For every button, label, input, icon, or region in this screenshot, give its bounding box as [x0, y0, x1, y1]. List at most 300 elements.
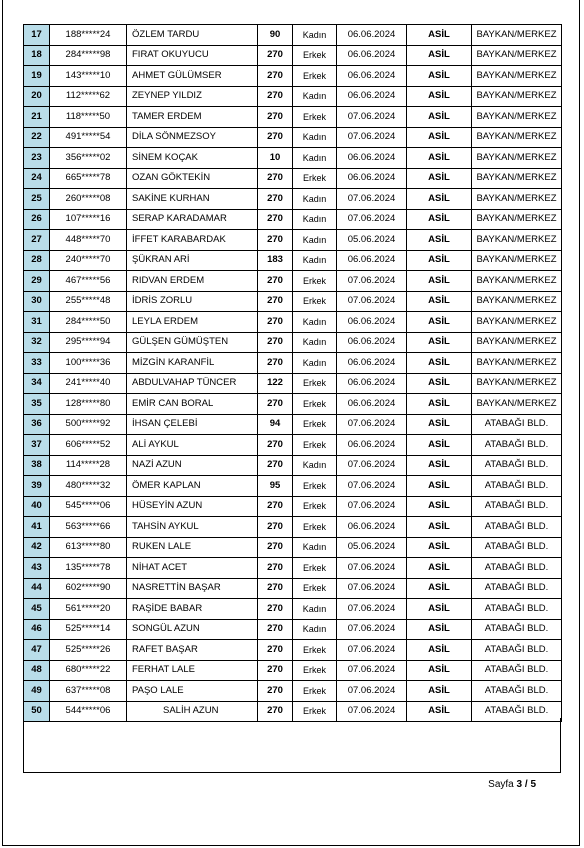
cell-id-number: 112*****62: [50, 86, 127, 107]
cell-row-number: 31: [24, 312, 50, 333]
cell-row-number: 46: [24, 619, 50, 640]
cell-location: BAYKAN/MERKEZ: [472, 353, 562, 374]
cell-id-number: 665*****78: [50, 168, 127, 189]
cell-id-number: 491*****54: [50, 127, 127, 148]
cell-location: ATABAĞI BLD.: [472, 517, 562, 538]
cell-date: 07.06.2024: [337, 660, 407, 681]
cell-id-number: 118*****50: [50, 107, 127, 128]
cell-id-number: 284*****98: [50, 45, 127, 66]
cell-row-number: 43: [24, 558, 50, 579]
cell-score: 270: [258, 230, 293, 251]
cell-location: BAYKAN/MERKEZ: [472, 168, 562, 189]
cell-full-name: İFFET KARABARDAK: [127, 230, 258, 251]
cell-score: 270: [258, 86, 293, 107]
cell-full-name: RUKEN LALE: [127, 537, 258, 558]
cell-status: ASİL: [407, 701, 472, 722]
cell-score: 270: [258, 168, 293, 189]
cell-date: 07.06.2024: [337, 291, 407, 312]
cell-row-number: 21: [24, 107, 50, 128]
cell-gender: Kadın: [293, 537, 337, 558]
cell-score: 270: [258, 353, 293, 374]
cell-row-number: 40: [24, 496, 50, 517]
cell-status: ASİL: [407, 312, 472, 333]
cell-full-name: ÖZLEM TARDU: [127, 25, 258, 46]
cell-status: ASİL: [407, 209, 472, 230]
cell-date: 06.06.2024: [337, 312, 407, 333]
cell-full-name: DİLA SÖNMEZSOY: [127, 127, 258, 148]
cell-row-number: 27: [24, 230, 50, 251]
cell-location: BAYKAN/MERKEZ: [472, 250, 562, 271]
cell-date: 06.06.2024: [337, 250, 407, 271]
table-row: [24, 312, 562, 333]
cell-location: ATABAĞI BLD.: [472, 435, 562, 456]
cell-gender: Erkek: [293, 45, 337, 66]
cell-id-number: 613*****80: [50, 537, 127, 558]
cell-row-number: 29: [24, 271, 50, 292]
cell-row-number: 24: [24, 168, 50, 189]
cell-full-name: GÜLŞEN GÜMÜŞTEN: [127, 332, 258, 353]
cell-gender: Kadın: [293, 127, 337, 148]
cell-full-name: FIRAT OKUYUCU: [127, 45, 258, 66]
cell-date: 06.06.2024: [337, 45, 407, 66]
cell-date: 06.06.2024: [337, 86, 407, 107]
table-row: [24, 394, 562, 415]
cell-full-name: RAŞİDE BABAR: [127, 599, 258, 620]
cell-gender: Erkek: [293, 476, 337, 497]
cell-status: ASİL: [407, 271, 472, 292]
table-row: [24, 496, 562, 517]
cell-row-number: 36: [24, 414, 50, 435]
cell-full-name: SALİH AZUN: [127, 701, 258, 722]
cell-row-number: 30: [24, 291, 50, 312]
cell-status: ASİL: [407, 599, 472, 620]
cell-location: ATABAĞI BLD.: [472, 455, 562, 476]
table-row: [24, 578, 562, 599]
cell-gender: Erkek: [293, 496, 337, 517]
cell-score: 270: [258, 291, 293, 312]
cell-gender: Erkek: [293, 291, 337, 312]
cell-location: BAYKAN/MERKEZ: [472, 189, 562, 210]
cell-gender: Erkek: [293, 558, 337, 579]
cell-date: 05.06.2024: [337, 230, 407, 251]
cell-date: 07.06.2024: [337, 558, 407, 579]
cell-location: ATABAĞI BLD.: [472, 476, 562, 497]
cell-location: BAYKAN/MERKEZ: [472, 86, 562, 107]
cell-location: ATABAĞI BLD.: [472, 701, 562, 722]
cell-date: 06.06.2024: [337, 517, 407, 538]
cell-date: 07.06.2024: [337, 476, 407, 497]
page-total: 5: [530, 779, 536, 790]
cell-date: 07.06.2024: [337, 189, 407, 210]
cell-id-number: 284*****50: [50, 312, 127, 333]
cell-score: 270: [258, 701, 293, 722]
cell-location: BAYKAN/MERKEZ: [472, 332, 562, 353]
cell-gender: Kadın: [293, 148, 337, 169]
table-row: [24, 271, 562, 292]
cell-id-number: 188*****24: [50, 25, 127, 46]
cell-score: 270: [258, 578, 293, 599]
cell-location: BAYKAN/MERKEZ: [472, 394, 562, 415]
cell-gender: Erkek: [293, 640, 337, 661]
page-number: [488, 779, 536, 790]
cell-id-number: 467*****56: [50, 271, 127, 292]
cell-full-name: ABDULVAHAP TÜNCER: [127, 373, 258, 394]
table-row: [24, 619, 562, 640]
table-row: [24, 435, 562, 456]
cell-score: 270: [258, 619, 293, 640]
table-row: [24, 189, 562, 210]
cell-date: 07.06.2024: [337, 455, 407, 476]
cell-status: ASİL: [407, 496, 472, 517]
cell-id-number: 295*****94: [50, 332, 127, 353]
cell-status: ASİL: [407, 66, 472, 87]
cell-gender: Erkek: [293, 660, 337, 681]
cell-score: 270: [258, 517, 293, 538]
cell-date: 07.06.2024: [337, 496, 407, 517]
cell-date: 07.06.2024: [337, 578, 407, 599]
table-row: [24, 107, 562, 128]
cell-status: ASİL: [407, 476, 472, 497]
cell-row-number: 25: [24, 189, 50, 210]
cell-status: ASİL: [407, 353, 472, 374]
cell-status: ASİL: [407, 537, 472, 558]
table-row: [24, 681, 562, 702]
table-row: [24, 599, 562, 620]
cell-id-number: 606*****52: [50, 435, 127, 456]
cell-full-name: RIDVAN ERDEM: [127, 271, 258, 292]
cell-score: 94: [258, 414, 293, 435]
cell-row-number: 47: [24, 640, 50, 661]
cell-status: ASİL: [407, 619, 472, 640]
table-empty-area: [23, 718, 561, 773]
cell-status: ASİL: [407, 45, 472, 66]
cell-gender: Erkek: [293, 168, 337, 189]
cell-full-name: SERAP KARADAMAR: [127, 209, 258, 230]
table-row: [24, 45, 562, 66]
cell-full-name: SONGÜL AZUN: [127, 619, 258, 640]
cell-score: 270: [258, 127, 293, 148]
cell-row-number: 37: [24, 435, 50, 456]
table-row: [24, 86, 562, 107]
cell-id-number: 143*****10: [50, 66, 127, 87]
cell-location: ATABAĞI BLD.: [472, 660, 562, 681]
cell-id-number: 241*****40: [50, 373, 127, 394]
cell-id-number: 448*****70: [50, 230, 127, 251]
cell-row-number: 17: [24, 25, 50, 46]
cell-full-name: SAKİNE KURHAN: [127, 189, 258, 210]
cell-gender: Kadın: [293, 250, 337, 271]
cell-full-name: İHSAN ÇELEBİ: [127, 414, 258, 435]
cell-row-number: 48: [24, 660, 50, 681]
cell-status: ASİL: [407, 414, 472, 435]
cell-gender: Erkek: [293, 578, 337, 599]
results-table: [23, 24, 562, 722]
cell-gender: Kadın: [293, 455, 337, 476]
table-row: [24, 209, 562, 230]
cell-location: ATABAĞI BLD.: [472, 414, 562, 435]
table-row: [24, 455, 562, 476]
cell-id-number: 680*****22: [50, 660, 127, 681]
cell-row-number: 19: [24, 66, 50, 87]
cell-gender: Kadın: [293, 209, 337, 230]
cell-gender: Kadın: [293, 189, 337, 210]
cell-status: ASİL: [407, 455, 472, 476]
cell-location: BAYKAN/MERKEZ: [472, 45, 562, 66]
cell-score: 270: [258, 558, 293, 579]
cell-id-number: 602*****90: [50, 578, 127, 599]
cell-score: 270: [258, 394, 293, 415]
cell-location: ATABAĞI BLD.: [472, 599, 562, 620]
cell-date: 06.06.2024: [337, 373, 407, 394]
cell-gender: Kadın: [293, 312, 337, 333]
cell-status: ASİL: [407, 107, 472, 128]
cell-row-number: 44: [24, 578, 50, 599]
cell-full-name: ŞÜKRAN ARİ: [127, 250, 258, 271]
cell-status: ASİL: [407, 86, 472, 107]
cell-gender: Erkek: [293, 517, 337, 538]
table-row: [24, 476, 562, 497]
cell-location: ATABAĞI BLD.: [472, 496, 562, 517]
cell-id-number: 135*****78: [50, 558, 127, 579]
cell-date: 07.06.2024: [337, 599, 407, 620]
cell-status: ASİL: [407, 168, 472, 189]
cell-score: 270: [258, 599, 293, 620]
table-row: [24, 66, 562, 87]
cell-score: 270: [258, 496, 293, 517]
cell-full-name: AHMET GÜLÜMSER: [127, 66, 258, 87]
cell-location: ATABAĞI BLD.: [472, 640, 562, 661]
cell-gender: Kadın: [293, 230, 337, 251]
cell-location: ATABAĞI BLD.: [472, 619, 562, 640]
cell-score: 270: [258, 66, 293, 87]
cell-score: 270: [258, 332, 293, 353]
table-row: [24, 373, 562, 394]
cell-full-name: ZEYNEP YILDIZ: [127, 86, 258, 107]
cell-full-name: NİHAT ACET: [127, 558, 258, 579]
cell-id-number: 114*****28: [50, 455, 127, 476]
cell-full-name: LEYLA ERDEM: [127, 312, 258, 333]
cell-id-number: 260*****08: [50, 189, 127, 210]
cell-gender: Kadın: [293, 353, 337, 374]
cell-status: ASİL: [407, 148, 472, 169]
cell-id-number: 561*****20: [50, 599, 127, 620]
table-row: [24, 558, 562, 579]
cell-full-name: OZAN GÖKTEKİN: [127, 168, 258, 189]
table-row: [24, 517, 562, 538]
cell-score: 270: [258, 189, 293, 210]
cell-full-name: MİZGİN KARANFİL: [127, 353, 258, 374]
table-row: [24, 250, 562, 271]
cell-full-name: FERHAT LALE: [127, 660, 258, 681]
table-row: [24, 332, 562, 353]
cell-score: 183: [258, 250, 293, 271]
cell-id-number: 356*****02: [50, 148, 127, 169]
table-row: [24, 168, 562, 189]
cell-full-name: ÖMER KAPLAN: [127, 476, 258, 497]
cell-location: BAYKAN/MERKEZ: [472, 148, 562, 169]
table-row: [24, 127, 562, 148]
cell-row-number: 49: [24, 681, 50, 702]
cell-score: 270: [258, 271, 293, 292]
cell-row-number: 42: [24, 537, 50, 558]
cell-date: 06.06.2024: [337, 25, 407, 46]
page-label: Sayfa: [488, 779, 514, 790]
cell-date: 06.06.2024: [337, 435, 407, 456]
cell-score: 122: [258, 373, 293, 394]
cell-full-name: TAMER ERDEM: [127, 107, 258, 128]
cell-date: 06.06.2024: [337, 66, 407, 87]
cell-row-number: 34: [24, 373, 50, 394]
cell-location: BAYKAN/MERKEZ: [472, 209, 562, 230]
cell-full-name: NAZİ AZUN: [127, 455, 258, 476]
cell-full-name: RAFET BAŞAR: [127, 640, 258, 661]
cell-id-number: 100*****36: [50, 353, 127, 374]
cell-row-number: 22: [24, 127, 50, 148]
cell-status: ASİL: [407, 394, 472, 415]
cell-score: 270: [258, 681, 293, 702]
cell-gender: Erkek: [293, 107, 337, 128]
cell-id-number: 637*****08: [50, 681, 127, 702]
cell-status: ASİL: [407, 517, 472, 538]
cell-id-number: 544*****06: [50, 701, 127, 722]
cell-row-number: 50: [24, 701, 50, 722]
cell-gender: Kadın: [293, 25, 337, 46]
cell-date: 06.06.2024: [337, 168, 407, 189]
cell-row-number: 39: [24, 476, 50, 497]
cell-date: 06.06.2024: [337, 353, 407, 374]
cell-date: 06.06.2024: [337, 332, 407, 353]
cell-id-number: 128*****80: [50, 394, 127, 415]
cell-row-number: 41: [24, 517, 50, 538]
table-row: [24, 414, 562, 435]
cell-row-number: 26: [24, 209, 50, 230]
cell-id-number: 525*****14: [50, 619, 127, 640]
cell-full-name: HÜSEYİN AZUN: [127, 496, 258, 517]
cell-full-name: NASRETTİN BAŞAR: [127, 578, 258, 599]
cell-status: ASİL: [407, 250, 472, 271]
cell-status: ASİL: [407, 578, 472, 599]
cell-id-number: 107*****16: [50, 209, 127, 230]
cell-score: 270: [258, 455, 293, 476]
cell-full-name: İDRİS ZORLU: [127, 291, 258, 312]
cell-gender: Kadın: [293, 599, 337, 620]
cell-id-number: 480*****32: [50, 476, 127, 497]
cell-date: 07.06.2024: [337, 681, 407, 702]
table-row: [24, 230, 562, 251]
cell-id-number: 500*****92: [50, 414, 127, 435]
cell-location: BAYKAN/MERKEZ: [472, 230, 562, 251]
cell-date: 07.06.2024: [337, 640, 407, 661]
cell-status: ASİL: [407, 230, 472, 251]
cell-full-name: ALİ AYKUL: [127, 435, 258, 456]
table-row: [24, 640, 562, 661]
page-current: 3: [516, 779, 523, 790]
cell-full-name: SİNEM KOÇAK: [127, 148, 258, 169]
cell-gender: Erkek: [293, 271, 337, 292]
cell-gender: Erkek: [293, 394, 337, 415]
cell-score: 95: [258, 476, 293, 497]
table-body: [24, 25, 562, 722]
cell-row-number: 18: [24, 45, 50, 66]
cell-status: ASİL: [407, 127, 472, 148]
cell-location: BAYKAN/MERKEZ: [472, 127, 562, 148]
cell-id-number: 240*****70: [50, 250, 127, 271]
cell-row-number: 38: [24, 455, 50, 476]
cell-score: 270: [258, 107, 293, 128]
cell-date: 07.06.2024: [337, 127, 407, 148]
cell-row-number: 23: [24, 148, 50, 169]
cell-status: ASİL: [407, 25, 472, 46]
cell-gender: Erkek: [293, 373, 337, 394]
cell-gender: Kadın: [293, 619, 337, 640]
cell-status: ASİL: [407, 291, 472, 312]
cell-id-number: 525*****26: [50, 640, 127, 661]
cell-date: 07.06.2024: [337, 107, 407, 128]
cell-location: ATABAĞI BLD.: [472, 681, 562, 702]
table-row: [24, 291, 562, 312]
cell-full-name: PAŞO LALE: [127, 681, 258, 702]
table-row: [24, 537, 562, 558]
cell-gender: Erkek: [293, 701, 337, 722]
cell-status: ASİL: [407, 681, 472, 702]
cell-date: 06.06.2024: [337, 148, 407, 169]
cell-location: ATABAĞI BLD.: [472, 578, 562, 599]
cell-full-name: EMİR CAN BORAL: [127, 394, 258, 415]
table-row: [24, 148, 562, 169]
cell-date: 05.06.2024: [337, 537, 407, 558]
cell-gender: Erkek: [293, 681, 337, 702]
cell-location: ATABAĞI BLD.: [472, 558, 562, 579]
table-row: [24, 25, 562, 46]
cell-status: ASİL: [407, 373, 472, 394]
cell-score: 270: [258, 435, 293, 456]
table-row: [24, 353, 562, 374]
cell-gender: Kadın: [293, 86, 337, 107]
cell-status: ASİL: [407, 558, 472, 579]
cell-location: ATABAĞI BLD.: [472, 537, 562, 558]
cell-row-number: 35: [24, 394, 50, 415]
cell-row-number: 33: [24, 353, 50, 374]
cell-gender: Erkek: [293, 414, 337, 435]
cell-date: 07.06.2024: [337, 209, 407, 230]
cell-row-number: 32: [24, 332, 50, 353]
cell-id-number: 255*****48: [50, 291, 127, 312]
cell-id-number: 545*****06: [50, 496, 127, 517]
cell-score: 270: [258, 312, 293, 333]
cell-row-number: 20: [24, 86, 50, 107]
cell-location: BAYKAN/MERKEZ: [472, 107, 562, 128]
cell-row-number: 45: [24, 599, 50, 620]
cell-gender: Kadın: [293, 332, 337, 353]
cell-date: 07.06.2024: [337, 619, 407, 640]
cell-score: 270: [258, 45, 293, 66]
cell-status: ASİL: [407, 332, 472, 353]
cell-status: ASİL: [407, 660, 472, 681]
cell-location: BAYKAN/MERKEZ: [472, 312, 562, 333]
cell-date: 07.06.2024: [337, 701, 407, 722]
cell-location: BAYKAN/MERKEZ: [472, 66, 562, 87]
cell-score: 90: [258, 25, 293, 46]
cell-date: 07.06.2024: [337, 271, 407, 292]
page-separator: /: [524, 779, 528, 790]
cell-score: 270: [258, 209, 293, 230]
cell-status: ASİL: [407, 435, 472, 456]
cell-gender: Erkek: [293, 66, 337, 87]
cell-score: 270: [258, 537, 293, 558]
cell-date: 06.06.2024: [337, 394, 407, 415]
cell-location: BAYKAN/MERKEZ: [472, 271, 562, 292]
cell-location: BAYKAN/MERKEZ: [472, 291, 562, 312]
